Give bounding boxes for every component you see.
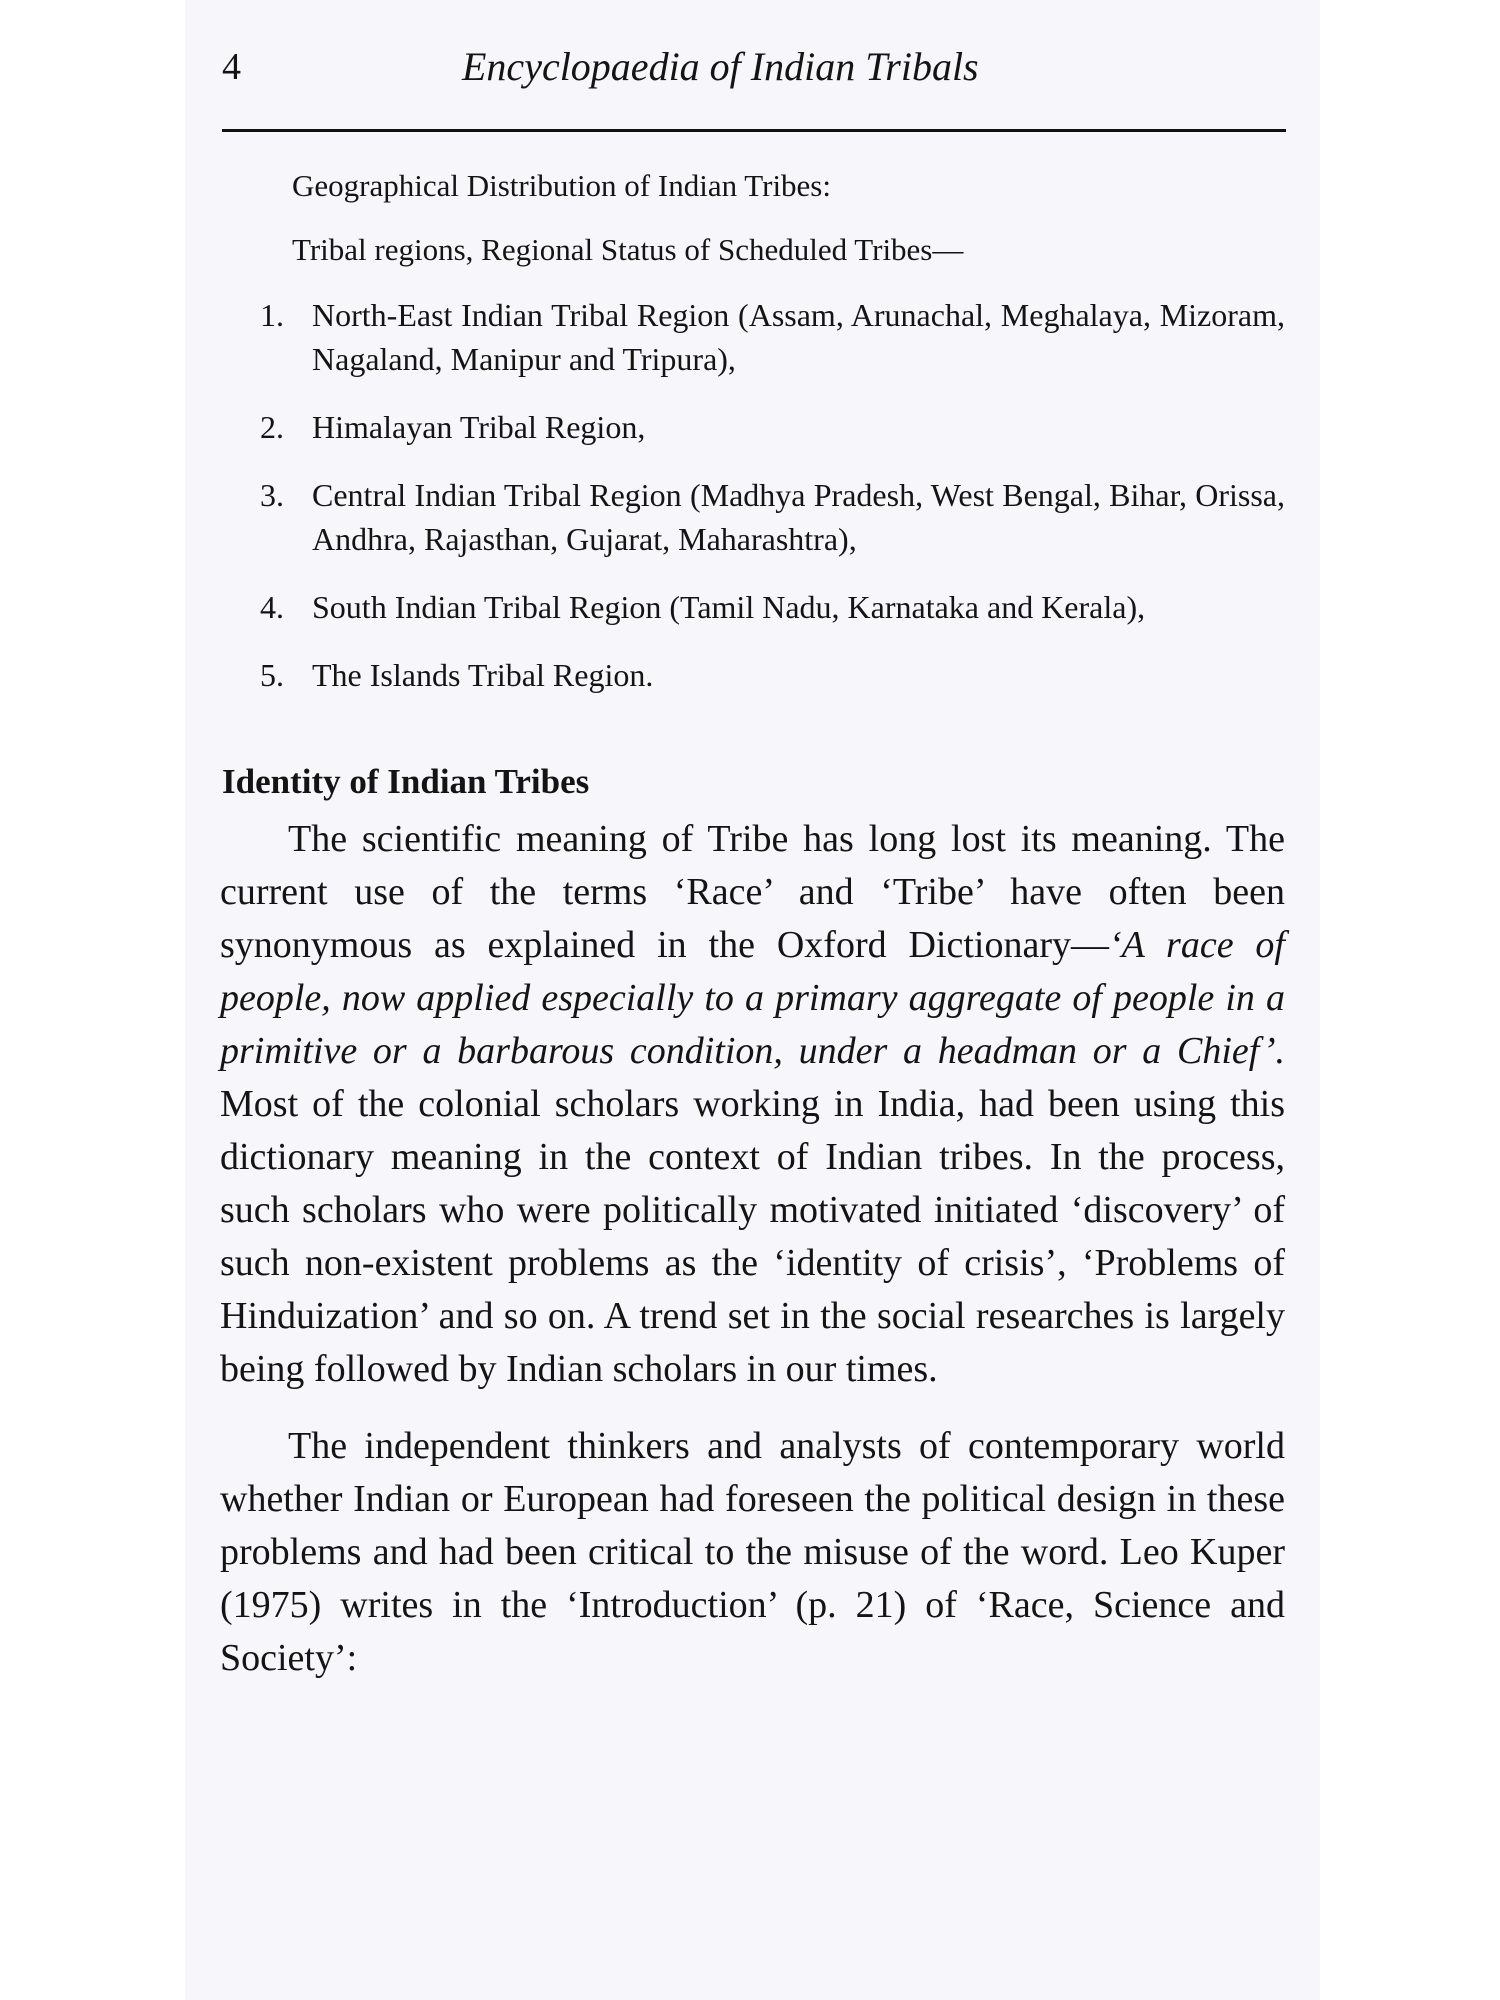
page-header bbox=[222, 38, 1286, 96]
list-item-text: The Islands Tribal Region. bbox=[312, 657, 654, 693]
list-item bbox=[220, 473, 1285, 561]
running-title: Encyclopaedia of Indian Tribals bbox=[462, 44, 979, 89]
list-item bbox=[220, 293, 1285, 381]
list-item-text: North-East Indian Tribal Region (Assam, Arunachal, Meghalaya, Mizoram, Nagaland, Manipur and Tripura), bbox=[312, 297, 1285, 377]
dictionary-quote: ‘A race of people, now applied especially to a primary aggregate of people in a primitive or a barbarous condition, under a headman or a Chief’. bbox=[220, 924, 1285, 1072]
list-item-number: 3. bbox=[260, 477, 284, 513]
list-item-number: 1. bbox=[260, 297, 284, 333]
list-item bbox=[220, 585, 1285, 629]
list-item-text: Himalayan Tribal Region, bbox=[312, 409, 646, 445]
list-item-number: 4. bbox=[260, 589, 284, 625]
paragraph-text: The scientific meaning of Tribe has long lost its meaning. The current use of the terms ‘Race’ and ‘Tribe’ have often been synonymous as explained in the Oxford Dictionary— bbox=[220, 818, 1285, 966]
list-item-text: Central Indian Tribal Region (Madhya Pradesh, West Bengal, Bihar, Orissa, Andhra, Rajasthan, Gujarat, Maharashtra), bbox=[312, 477, 1285, 557]
body-paragraph-1 bbox=[220, 813, 1285, 1396]
regions-subheading: Tribal regions, Regional Status of Scheduled Tribes— bbox=[292, 232, 964, 267]
list-item-number: 2. bbox=[260, 409, 284, 445]
section-title: Identity of Indian Tribes bbox=[222, 762, 590, 801]
page-content bbox=[220, 165, 1285, 1685]
page-number: 4 bbox=[222, 46, 241, 88]
body-paragraph-2: The independent thinkers and analysts of contemporary world whether Indian or European had foreseen the political design in these problems and had been critical to the misuse of the word. Leo Kuper (1975) writes in the ‘Introduction’ (p. 21) of ‘Race, Science and Society’: bbox=[220, 1425, 1285, 1679]
paragraph-text: Most of the colonial scholars working in India, had been using this dictionary meaning in the context of Indian tribes. In the process, such scholars who were politically motivated initiated ‘discovery’ of such non-existent problems as the ‘identity of crisis’, ‘Problems of Hinduization’ and so on. A trend set in the social researches is largely being followed by Indian scholars in our times. bbox=[220, 1083, 1285, 1390]
list-item bbox=[220, 653, 1285, 697]
distribution-heading: Geographical Distribution of Indian Tribes: bbox=[292, 168, 831, 203]
tribal-regions-list bbox=[220, 293, 1285, 697]
list-item-text: South Indian Tribal Region (Tamil Nadu, Karnataka and Kerala), bbox=[312, 589, 1146, 625]
list-item-number: 5. bbox=[260, 657, 284, 693]
list-item bbox=[220, 405, 1285, 449]
header-rule bbox=[222, 129, 1286, 132]
